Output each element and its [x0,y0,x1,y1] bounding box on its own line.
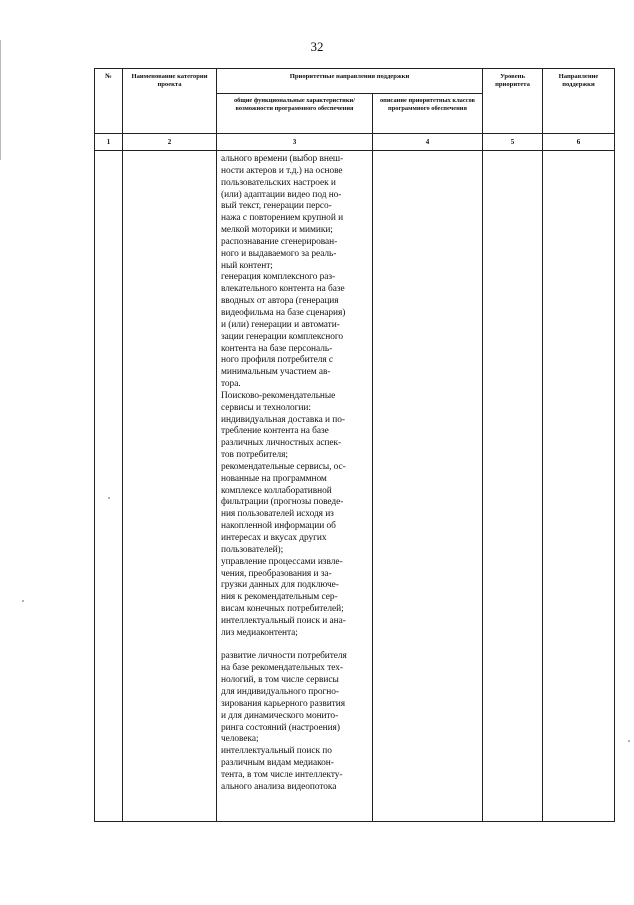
content-line: сервисы и технологии: [221,402,311,413]
content-line: распознавание сгенерирован- [221,236,338,247]
content-line: на базе рекомендательных тех- [221,663,343,674]
column-number: 5 [483,134,543,151]
content-line: висам конечных потребителей; [221,604,344,615]
content-line: комплексе коллаборативной [221,485,332,496]
cell-support-direction [543,151,615,822]
paragraph-gap [221,640,370,652]
table-row [95,151,615,822]
content-line: зации генерации комплексного [221,331,344,342]
content-line: (или) адаптации видео под но- [221,189,342,200]
content-line: индивидуальная доставка и по- [221,414,345,425]
content-line: вый текст, генерации персо- [221,201,332,212]
scan-edge-mark [0,40,1,160]
column-number: 6 [543,134,615,151]
content-line: и для динамического монито- [221,710,339,721]
header-priority-level: Уровень приоритета [483,69,543,134]
content-line: развитие личности потребителя [221,651,347,662]
content-line: ности актеров и т.д.) на основе [221,165,343,176]
content-line: тора. [221,379,241,390]
content-line: тента, в том числе интеллекту- [221,769,343,780]
content-line: ный контент; [221,260,273,271]
cell-functional-characteristics [217,151,373,822]
content-line: ринга состояний (настроения) [221,722,340,733]
content-line: видеофильма на базе сценария) [221,307,346,318]
column-numbers-row [95,134,615,151]
column-number: 1 [95,134,123,151]
content-line: ного профиля потребителя с [221,355,334,366]
content-line: ного и выдаваемого за реаль- [221,248,337,259]
cell-number [95,151,123,822]
header-row [95,69,615,94]
column-number: 4 [373,134,483,151]
content-line: чения, преобразования и за- [221,568,332,579]
content-line: и (или) генерации и автомати- [221,319,340,330]
content-line: влекательного контента на базе [221,284,345,295]
content-line: ния к рекомендательным сер- [221,592,338,603]
content-line: пользовательских настроек и [221,177,336,188]
page-number: 32 [310,39,324,54]
content-line: человека; [221,734,259,745]
content-line: различных личностных аспек- [221,438,342,449]
content-line: интеллектуальный поиск и ана- [221,615,346,626]
content-line: нологий, в том числе сервисы [221,675,339,686]
column-number: 3 [217,134,373,151]
scan-speck [22,600,24,602]
content-line: для индивидуального прогно- [221,686,339,697]
content-line: зирования карьерного развития [221,698,345,709]
content-line: управление процессами извле- [221,556,343,567]
content-line: рекомендательные сервисы, ос- [221,461,346,472]
content-line: вводных от автора (генерация [221,296,339,307]
content-line: минимальным участием ав- [221,367,331,378]
scan-speck [628,740,630,742]
content-line: различным видам медиакон- [221,758,334,769]
cell-priority-level [483,151,543,822]
header-project-category: Наименование категории проекта [123,69,217,134]
priority-directions-table [94,68,615,822]
content-line: пользователей); [221,544,284,555]
column-number: 2 [123,134,217,151]
content-line: нованные на программном [221,473,327,484]
content-line: ния пользователей исходя из [221,509,334,520]
content-line: интеллектуальный поиск по [221,746,332,757]
content-line: требление контента на базе [221,426,329,437]
header-number: № [95,69,123,134]
content-line: мелкой моторики и мимики; [221,225,333,236]
header-functional-characteristics: общие функциональные характеристики/ возможности программного обеспечения [217,94,373,134]
content-line: лиз медиаконтента; [221,627,298,638]
content-line: ального времени (выбор внеш- [221,154,344,164]
header-support-direction: Направление поддержки [543,69,615,134]
cell-project-category [123,151,217,822]
content-line: контента на базе персональ- [221,343,333,354]
content-line: Поисково-рекомендательные [221,390,336,401]
content-line: накопленной информации об [221,521,336,532]
header-priority-directions: Приоритетные направления поддержки [217,69,483,94]
content-line: ального анализа видеопотока [221,781,337,792]
cell-software-classes [373,151,483,822]
content-line: грузки данных для подключе- [221,580,339,591]
content-line: тов потребителя; [221,450,288,461]
content-line: интересах и вкусах других [221,533,327,543]
content-line: фильтрации (прогнозы поведе- [221,497,344,508]
content-line: генерация комплексного раз- [221,272,336,283]
header-software-classes: описание приоритетных классов программного обеспечения [373,94,483,134]
content-line: нажа с повторением крупной и [221,213,344,224]
